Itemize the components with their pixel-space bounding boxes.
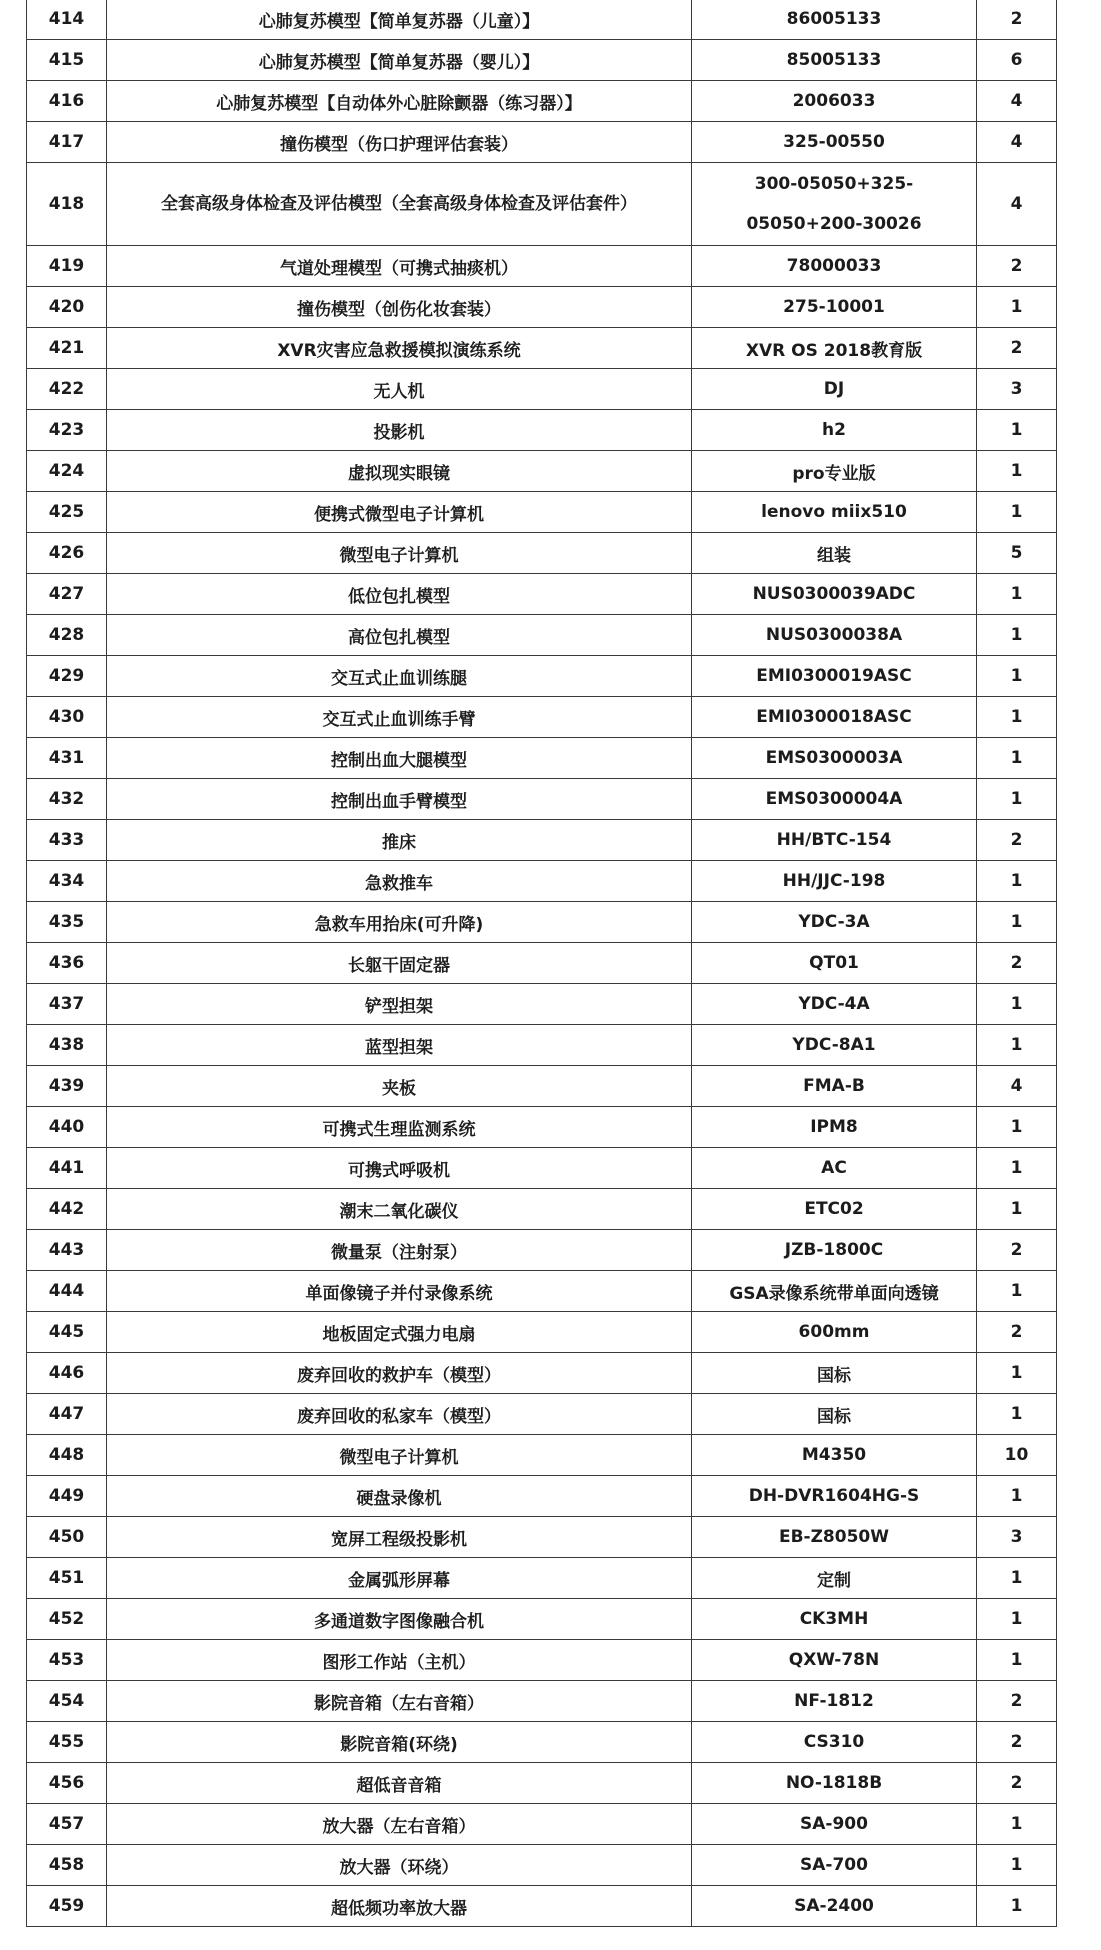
- equipment-name-cell: 心肺复苏模型【简单复苏器（婴儿）】: [107, 40, 692, 81]
- quantity-cell: 2: [977, 1722, 1057, 1763]
- model-spec-cell: YDC-8A1: [692, 1025, 977, 1066]
- table-row: [27, 122, 1057, 163]
- quantity-cell: 1: [977, 1107, 1057, 1148]
- equipment-name-cell: 气道处理模型（可携式抽痰机）: [107, 246, 692, 287]
- model-spec-cell: 325-00550: [692, 122, 977, 163]
- row-number-cell: 415: [27, 40, 107, 81]
- table-row: [27, 1763, 1057, 1804]
- row-number-cell: 422: [27, 369, 107, 410]
- model-spec-cell: QXW-78N: [692, 1640, 977, 1681]
- equipment-name-cell: 可携式呼吸机: [107, 1148, 692, 1189]
- row-number-cell: 414: [27, 0, 107, 40]
- quantity-cell: 1: [977, 1271, 1057, 1312]
- model-spec-cell: FMA-B: [692, 1066, 977, 1107]
- table-row: [27, 287, 1057, 328]
- equipment-name-cell: 废弃回收的救护车（模型）: [107, 1353, 692, 1394]
- row-number-cell: 434: [27, 861, 107, 902]
- model-spec-cell: M4350: [692, 1435, 977, 1476]
- row-number-cell: 429: [27, 656, 107, 697]
- equipment-name-cell: 高位包扎模型: [107, 615, 692, 656]
- model-spec-cell: HH/BTC-154: [692, 820, 977, 861]
- equipment-name-cell: 单面像镜子并付录像系统: [107, 1271, 692, 1312]
- model-spec-cell: 300-05050+325-05050+200-30026: [692, 163, 977, 246]
- table-row: [27, 451, 1057, 492]
- quantity-cell: 2: [977, 1763, 1057, 1804]
- table-row: [27, 1640, 1057, 1681]
- row-number-cell: 452: [27, 1599, 107, 1640]
- model-spec-cell: 组装: [692, 533, 977, 574]
- quantity-cell: 1: [977, 1845, 1057, 1886]
- equipment-name-cell: 放大器（左右音箱）: [107, 1804, 692, 1845]
- table-row: [27, 574, 1057, 615]
- model-spec-cell: SA-900: [692, 1804, 977, 1845]
- model-spec-cell: AC: [692, 1148, 977, 1189]
- quantity-cell: 1: [977, 287, 1057, 328]
- table-row: [27, 861, 1057, 902]
- row-number-cell: 445: [27, 1312, 107, 1353]
- model-spec-cell: lenovo miix510: [692, 492, 977, 533]
- quantity-cell: 1: [977, 1886, 1057, 1927]
- quantity-cell: 1: [977, 451, 1057, 492]
- row-number-cell: 419: [27, 246, 107, 287]
- row-number-cell: 418: [27, 163, 107, 246]
- model-spec-cell: NUS0300038A: [692, 615, 977, 656]
- equipment-name-cell: 便携式微型电子计算机: [107, 492, 692, 533]
- table-row: [27, 1107, 1057, 1148]
- table-row: [27, 369, 1057, 410]
- quantity-cell: 1: [977, 1599, 1057, 1640]
- model-spec-cell: NO-1818B: [692, 1763, 977, 1804]
- model-spec-cell: EMI0300018ASC: [692, 697, 977, 738]
- model-spec-cell: ETC02: [692, 1189, 977, 1230]
- model-spec-cell: pro专业版: [692, 451, 977, 492]
- quantity-cell: 1: [977, 697, 1057, 738]
- row-number-cell: 457: [27, 1804, 107, 1845]
- model-spec-cell: XVR OS 2018教育版: [692, 328, 977, 369]
- equipment-name-cell: 撞伤模型（创伤化妆套装）: [107, 287, 692, 328]
- model-spec-cell: 275-10001: [692, 287, 977, 328]
- model-spec-cell: EMS0300004A: [692, 779, 977, 820]
- equipment-name-cell: 微型电子计算机: [107, 1435, 692, 1476]
- row-number-cell: 425: [27, 492, 107, 533]
- row-number-cell: 448: [27, 1435, 107, 1476]
- equipment-name-cell: 交互式止血训练手臂: [107, 697, 692, 738]
- row-number-cell: 432: [27, 779, 107, 820]
- model-spec-cell: EMS0300003A: [692, 738, 977, 779]
- table-row: [27, 492, 1057, 533]
- equipment-name-cell: 心肺复苏模型【自动体外心脏除颤器（练习器）】: [107, 81, 692, 122]
- quantity-cell: 1: [977, 615, 1057, 656]
- quantity-cell: 1: [977, 738, 1057, 779]
- row-number-cell: 455: [27, 1722, 107, 1763]
- equipment-name-cell: 铲型担架: [107, 984, 692, 1025]
- table-row: [27, 1804, 1057, 1845]
- quantity-cell: 1: [977, 1804, 1057, 1845]
- table-row: [27, 1025, 1057, 1066]
- model-spec-cell: HH/JJC-198: [692, 861, 977, 902]
- row-number-cell: 450: [27, 1517, 107, 1558]
- model-spec-cell: EB-Z8050W: [692, 1517, 977, 1558]
- quantity-cell: 1: [977, 861, 1057, 902]
- model-spec-cell: IPM8: [692, 1107, 977, 1148]
- table-row: [27, 1681, 1057, 1722]
- quantity-cell: 2: [977, 820, 1057, 861]
- row-number-cell: 456: [27, 1763, 107, 1804]
- table-row: [27, 1148, 1057, 1189]
- quantity-cell: 1: [977, 1353, 1057, 1394]
- quantity-cell: 1: [977, 984, 1057, 1025]
- table-row: [27, 1886, 1057, 1927]
- row-number-cell: 446: [27, 1353, 107, 1394]
- row-number-cell: 444: [27, 1271, 107, 1312]
- equipment-name-cell: 蓝型担架: [107, 1025, 692, 1066]
- equipment-name-cell: 急救车用抬床(可升降): [107, 902, 692, 943]
- quantity-cell: 1: [977, 1189, 1057, 1230]
- equipment-name-cell: 可携式生理监测系统: [107, 1107, 692, 1148]
- table-row: [27, 1517, 1057, 1558]
- table-row: [27, 1599, 1057, 1640]
- model-spec-cell: 2006033: [692, 81, 977, 122]
- quantity-cell: 1: [977, 779, 1057, 820]
- equipment-name-cell: 长躯干固定器: [107, 943, 692, 984]
- row-number-cell: 427: [27, 574, 107, 615]
- equipment-name-cell: 微型电子计算机: [107, 533, 692, 574]
- table-row: [27, 820, 1057, 861]
- quantity-cell: 4: [977, 1066, 1057, 1107]
- model-spec-cell: 78000033: [692, 246, 977, 287]
- quantity-cell: 3: [977, 1517, 1057, 1558]
- row-number-cell: 458: [27, 1845, 107, 1886]
- equipment-name-cell: 宽屏工程级投影机: [107, 1517, 692, 1558]
- table-row: [27, 1189, 1057, 1230]
- model-spec-cell: JZB-1800C: [692, 1230, 977, 1271]
- table-row: [27, 1312, 1057, 1353]
- equipment-name-cell: 金属弧形屏幕: [107, 1558, 692, 1599]
- quantity-cell: 1: [977, 1394, 1057, 1435]
- row-number-cell: 453: [27, 1640, 107, 1681]
- equipment-table: [26, 0, 1057, 1927]
- equipment-name-cell: 心肺复苏模型【简单复苏器（儿童）】: [107, 0, 692, 40]
- model-spec-cell: h2: [692, 410, 977, 451]
- model-spec-cell: EMI0300019ASC: [692, 656, 977, 697]
- model-spec-cell: 600mm: [692, 1312, 977, 1353]
- quantity-cell: 4: [977, 122, 1057, 163]
- row-number-cell: 423: [27, 410, 107, 451]
- quantity-cell: 2: [977, 246, 1057, 287]
- quantity-cell: 1: [977, 1558, 1057, 1599]
- equipment-name-cell: 无人机: [107, 369, 692, 410]
- equipment-name-cell: 交互式止血训练腿: [107, 656, 692, 697]
- table-row: [27, 1394, 1057, 1435]
- table-row: [27, 246, 1057, 287]
- quantity-cell: 1: [977, 1025, 1057, 1066]
- model-spec-cell: DH-DVR1604HG-S: [692, 1476, 977, 1517]
- quantity-cell: 1: [977, 656, 1057, 697]
- row-number-cell: 440: [27, 1107, 107, 1148]
- row-number-cell: 420: [27, 287, 107, 328]
- quantity-cell: 1: [977, 574, 1057, 615]
- quantity-cell: 1: [977, 410, 1057, 451]
- table-row: [27, 1353, 1057, 1394]
- equipment-name-cell: 控制出血手臂模型: [107, 779, 692, 820]
- equipment-name-cell: 多通道数字图像融合机: [107, 1599, 692, 1640]
- model-spec-cell: NUS0300039ADC: [692, 574, 977, 615]
- row-number-cell: 447: [27, 1394, 107, 1435]
- quantity-cell: 2: [977, 0, 1057, 40]
- equipment-name-cell: XVR灾害应急救援模拟演练系统: [107, 328, 692, 369]
- table-row: [27, 779, 1057, 820]
- table-row: [27, 984, 1057, 1025]
- equipment-name-cell: 影院音箱（左右音箱）: [107, 1681, 692, 1722]
- model-spec-cell: CS310: [692, 1722, 977, 1763]
- table-row: [27, 1066, 1057, 1107]
- model-spec-cell: QT01: [692, 943, 977, 984]
- model-spec-cell: SA-2400: [692, 1886, 977, 1927]
- table-row: [27, 328, 1057, 369]
- equipment-name-cell: 超低频功率放大器: [107, 1886, 692, 1927]
- quantity-cell: 2: [977, 943, 1057, 984]
- quantity-cell: 4: [977, 163, 1057, 246]
- quantity-cell: 2: [977, 1230, 1057, 1271]
- equipment-name-cell: 废弃回收的私家车（模型）: [107, 1394, 692, 1435]
- row-number-cell: 421: [27, 328, 107, 369]
- equipment-name-cell: 潮末二氧化碳仪: [107, 1189, 692, 1230]
- row-number-cell: 436: [27, 943, 107, 984]
- equipment-name-cell: 夹板: [107, 1066, 692, 1107]
- model-spec-cell: NF-1812: [692, 1681, 977, 1722]
- equipment-name-cell: 撞伤模型（伤口护理评估套装）: [107, 122, 692, 163]
- row-number-cell: 435: [27, 902, 107, 943]
- row-number-cell: 416: [27, 81, 107, 122]
- row-number-cell: 438: [27, 1025, 107, 1066]
- quantity-cell: 1: [977, 902, 1057, 943]
- equipment-name-cell: 推床: [107, 820, 692, 861]
- table-body: [27, 0, 1057, 1927]
- table-row: [27, 1476, 1057, 1517]
- equipment-name-cell: 控制出血大腿模型: [107, 738, 692, 779]
- quantity-cell: 2: [977, 328, 1057, 369]
- model-spec-cell: GSA录像系统带单面向透镜: [692, 1271, 977, 1312]
- model-spec-cell: YDC-3A: [692, 902, 977, 943]
- row-number-cell: 424: [27, 451, 107, 492]
- equipment-name-cell: 影院音箱(环绕): [107, 1722, 692, 1763]
- row-number-cell: 426: [27, 533, 107, 574]
- model-spec-cell: SA-700: [692, 1845, 977, 1886]
- row-number-cell: 417: [27, 122, 107, 163]
- row-number-cell: 439: [27, 1066, 107, 1107]
- quantity-cell: 3: [977, 369, 1057, 410]
- quantity-cell: 5: [977, 533, 1057, 574]
- quantity-cell: 10: [977, 1435, 1057, 1476]
- table-row: [27, 533, 1057, 574]
- quantity-cell: 2: [977, 1312, 1057, 1353]
- row-number-cell: 431: [27, 738, 107, 779]
- table-row: [27, 902, 1057, 943]
- quantity-cell: 1: [977, 492, 1057, 533]
- equipment-name-cell: 微量泵（注射泵）: [107, 1230, 692, 1271]
- table-row: [27, 943, 1057, 984]
- table-row: [27, 1230, 1057, 1271]
- row-number-cell: 459: [27, 1886, 107, 1927]
- equipment-name-cell: 放大器（环绕）: [107, 1845, 692, 1886]
- quantity-cell: 4: [977, 81, 1057, 122]
- row-number-cell: 441: [27, 1148, 107, 1189]
- table-row: [27, 1845, 1057, 1886]
- equipment-name-cell: 虚拟现实眼镜: [107, 451, 692, 492]
- table-row: [27, 1722, 1057, 1763]
- model-spec-cell: 定制: [692, 1558, 977, 1599]
- equipment-name-cell: 地板固定式强力电扇: [107, 1312, 692, 1353]
- table-row: [27, 1435, 1057, 1476]
- equipment-name-cell: 低位包扎模型: [107, 574, 692, 615]
- model-spec-cell: 国标: [692, 1353, 977, 1394]
- equipment-name-cell: 超低音音箱: [107, 1763, 692, 1804]
- row-number-cell: 451: [27, 1558, 107, 1599]
- table-row: [27, 40, 1057, 81]
- table-row: [27, 81, 1057, 122]
- model-spec-cell: DJ: [692, 369, 977, 410]
- equipment-name-cell: 硬盘录像机: [107, 1476, 692, 1517]
- model-spec-cell: 86005133: [692, 0, 977, 40]
- row-number-cell: 442: [27, 1189, 107, 1230]
- equipment-name-cell: 投影机: [107, 410, 692, 451]
- table-row: [27, 697, 1057, 738]
- table-row: [27, 656, 1057, 697]
- model-spec-cell: YDC-4A: [692, 984, 977, 1025]
- row-number-cell: 430: [27, 697, 107, 738]
- table-row: [27, 615, 1057, 656]
- table-row: [27, 1271, 1057, 1312]
- table-row: [27, 163, 1057, 246]
- table-row: [27, 738, 1057, 779]
- row-number-cell: 454: [27, 1681, 107, 1722]
- model-spec-cell: 国标: [692, 1394, 977, 1435]
- quantity-cell: 6: [977, 40, 1057, 81]
- row-number-cell: 443: [27, 1230, 107, 1271]
- quantity-cell: 1: [977, 1640, 1057, 1681]
- table-row: [27, 0, 1057, 40]
- quantity-cell: 1: [977, 1148, 1057, 1189]
- quantity-cell: 1: [977, 1476, 1057, 1517]
- row-number-cell: 428: [27, 615, 107, 656]
- row-number-cell: 437: [27, 984, 107, 1025]
- equipment-name-cell: 急救推车: [107, 861, 692, 902]
- equipment-name-cell: 全套高级身体检查及评估模型（全套高级身体检查及评估套件）: [107, 163, 692, 246]
- row-number-cell: 433: [27, 820, 107, 861]
- table-row: [27, 410, 1057, 451]
- quantity-cell: 2: [977, 1681, 1057, 1722]
- equipment-name-cell: 图形工作站（主机）: [107, 1640, 692, 1681]
- row-number-cell: 449: [27, 1476, 107, 1517]
- model-spec-cell: CK3MH: [692, 1599, 977, 1640]
- model-spec-cell: 85005133: [692, 40, 977, 81]
- table-row: [27, 1558, 1057, 1599]
